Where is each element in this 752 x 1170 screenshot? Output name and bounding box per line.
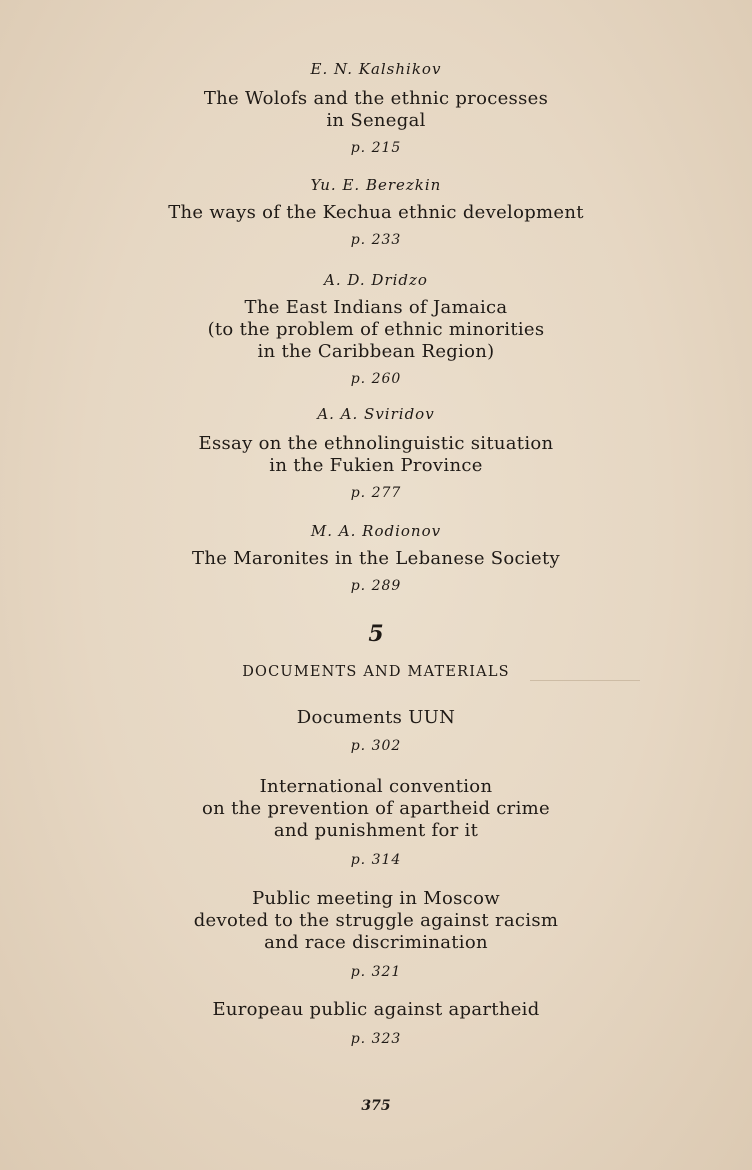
entry-author: A. A. Sviridov	[317, 405, 435, 423]
toc-entry	[0, 270, 752, 389]
entry-title	[0, 999, 752, 1021]
entry-title	[0, 202, 752, 224]
entry-page-ref: p. 289	[350, 578, 402, 594]
section-number: 5	[368, 621, 384, 647]
entry-title	[0, 776, 752, 842]
toc-entry	[0, 999, 752, 1049]
entry-title-line: The East Indians of Jamaica	[244, 297, 508, 318]
entry-author: A. D. Dridzo	[324, 271, 428, 289]
section-title: DOCUMENTS AND MATERIALS	[242, 664, 510, 680]
entry-title-line: Documents UUN	[296, 707, 456, 728]
entry-title-line: Essay on the ethnolinguistic situation	[198, 433, 554, 454]
entry-page-ref: p. 314	[350, 852, 402, 868]
entry-title-line: on the prevention of apartheid crime	[202, 798, 550, 819]
page-number: 375	[361, 1098, 391, 1114]
entry-page-ref: p. 321	[350, 964, 402, 980]
entry-title-line: devoted to the struggle against racism	[193, 910, 559, 931]
entry-page-ref: p. 260	[350, 371, 402, 387]
entry-page-ref: p. 323	[350, 1031, 402, 1047]
entry-title-line: and punishment for it	[273, 820, 479, 841]
entry-title	[0, 433, 752, 477]
entry-title-line: International convention	[259, 776, 493, 797]
entry-page-ref: p. 302	[350, 738, 402, 754]
entry-page-ref: p. 215	[350, 140, 402, 156]
toc-entry	[0, 776, 752, 870]
entry-title-line: Europeau public against apartheid	[212, 999, 540, 1020]
entry-title-line: in the Caribbean Region)	[257, 341, 495, 362]
entry-title-line: in the Fukien Province	[269, 455, 483, 476]
entry-title-line: The Wolofs and the ethnic processes	[203, 88, 549, 109]
toc-entry	[0, 175, 752, 250]
entry-author: M. A. Rodionov	[310, 522, 442, 540]
toc-entry	[0, 521, 752, 596]
section-divider	[530, 680, 640, 681]
entry-title	[0, 548, 752, 570]
entry-title-line: and race discrimination	[264, 932, 488, 953]
entry-title-line: The ways of the Kechua ethnic development	[168, 202, 584, 223]
toc-entry	[0, 59, 752, 158]
entry-author: E. N. Kalshikov	[310, 60, 442, 78]
toc-entry	[0, 404, 752, 503]
entry-title-line: in Senegal	[326, 110, 426, 131]
entry-page-ref: p. 277	[350, 485, 402, 501]
entry-title-line: The Maronites in the Lebanese Society	[192, 548, 560, 569]
entry-page-ref: p. 233	[350, 232, 402, 248]
entry-title-line: Public meeting in Moscow	[252, 888, 500, 909]
entry-title-line: (to the problem of ethnic minorities	[207, 319, 545, 340]
entry-title	[0, 88, 752, 132]
entry-title	[0, 888, 752, 954]
entry-title	[0, 297, 752, 363]
toc-entry	[0, 707, 752, 756]
toc-entry	[0, 888, 752, 982]
entry-title	[0, 707, 752, 729]
entry-author: Yu. E. Berezkin	[310, 176, 442, 194]
